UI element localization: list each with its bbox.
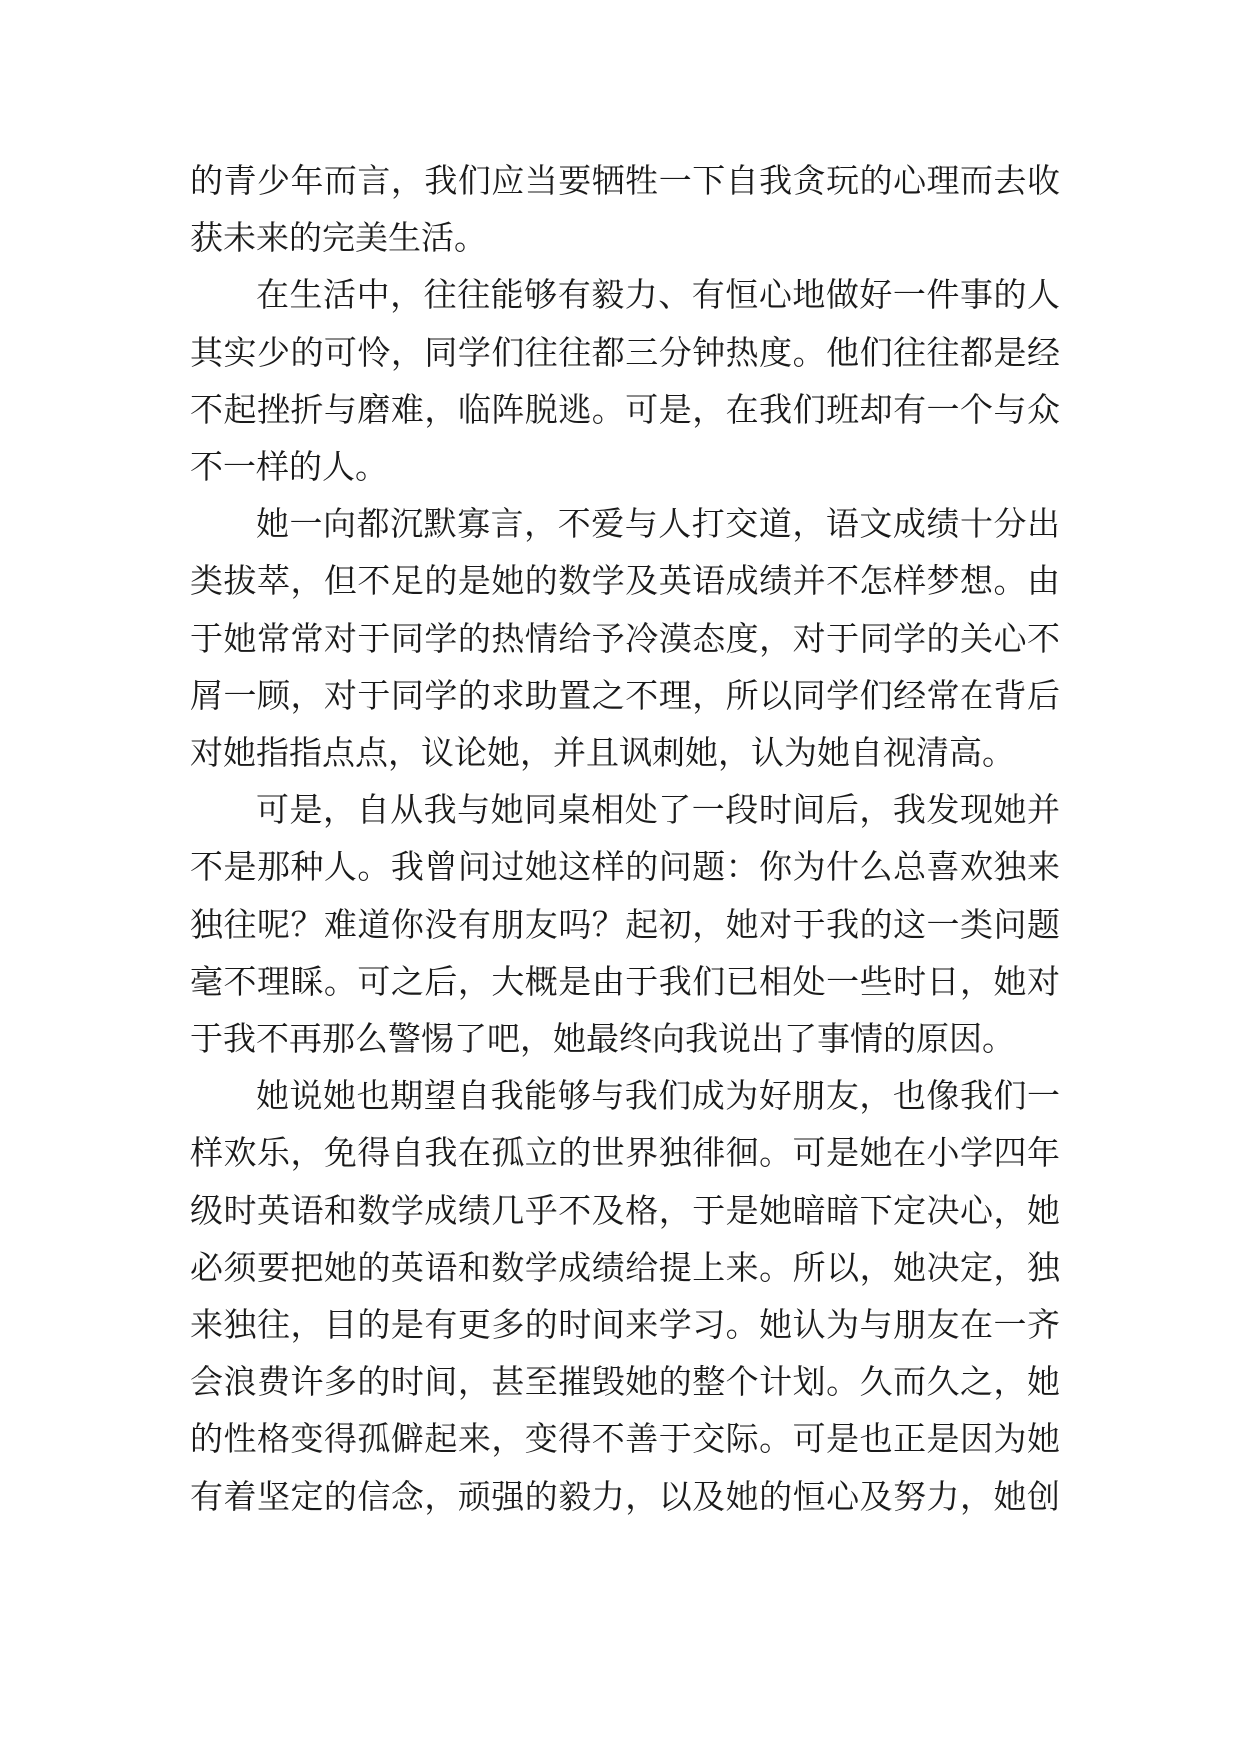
text-line: 的青少年而言，我们应当要牺牲一下自我贪玩的心理而去收 xyxy=(190,161,1060,200)
text-line: 必须要把她的英语和数学成绩给提上来。所以，她决定，独 xyxy=(190,1248,1060,1287)
text-line: 在生活中，往往能够有毅力、有恒心地做好一件事的人 xyxy=(256,275,1060,314)
text-line: 来独往，目的是有更多的时间来学习。她认为与朋友在一齐 xyxy=(190,1305,1060,1344)
text-line: 类拔萃，但不足的是她的数学及英语成绩并不怎样梦想。由 xyxy=(190,561,1060,600)
text-line: 不是那种人。我曾问过她这样的问题：你为什么总喜欢独来 xyxy=(190,847,1060,886)
text-line: 其实少的可怜，同学们往往都三分钟热度。他们往往都是经 xyxy=(190,333,1060,372)
text-line: 不一样的人。 xyxy=(190,447,388,486)
text-line: 样欢乐，免得自我在孤立的世界独徘徊。可是她在小学四年 xyxy=(190,1133,1060,1172)
text-line: 于她常常对于同学的热情给予冷漠态度，对于同学的关心不 xyxy=(190,619,1060,658)
text-line: 屑一顾，对于同学的求助置之不理，所以同学们经常在背后 xyxy=(190,676,1060,715)
text-line: 可是，自从我与她同桌相处了一段时间后，我发现她并 xyxy=(256,790,1060,829)
text-line: 会浪费许多的时间，甚至摧毁她的整个计划。久而久之，她 xyxy=(190,1362,1060,1401)
text-line: 她一向都沉默寡言，不爱与人打交道，语文成绩十分出 xyxy=(256,504,1060,543)
text-line: 独往呢？难道你没有朋友吗？起初，她对于我的这一类问题 xyxy=(190,905,1060,944)
text-line: 不起挫折与磨难，临阵脱逃。可是，在我们班却有一个与众 xyxy=(190,390,1060,429)
text-line: 获未来的完美生活。 xyxy=(190,218,487,257)
text-line: 有着坚定的信念，顽强的毅力，以及她的恒心及努力，她创 xyxy=(190,1477,1060,1516)
text-line: 的性格变得孤僻起来，变得不善于交际。可是也正是因为她 xyxy=(190,1419,1060,1458)
text-line: 级时英语和数学成绩几乎不及格，于是她暗暗下定决心，她 xyxy=(190,1191,1060,1230)
text-line: 于我不再那么警惕了吧，她最终向我说出了事情的原因。 xyxy=(190,1019,1015,1058)
text-line: 对她指指点点，议论她，并且讽刺她，认为她自视清高。 xyxy=(190,733,1015,772)
text-line: 毫不理睬。可之后，大概是由于我们已相处一些时日，她对 xyxy=(190,962,1060,1001)
text-line: 她说她也期望自我能够与我们成为好朋友，也像我们一 xyxy=(256,1076,1060,1115)
